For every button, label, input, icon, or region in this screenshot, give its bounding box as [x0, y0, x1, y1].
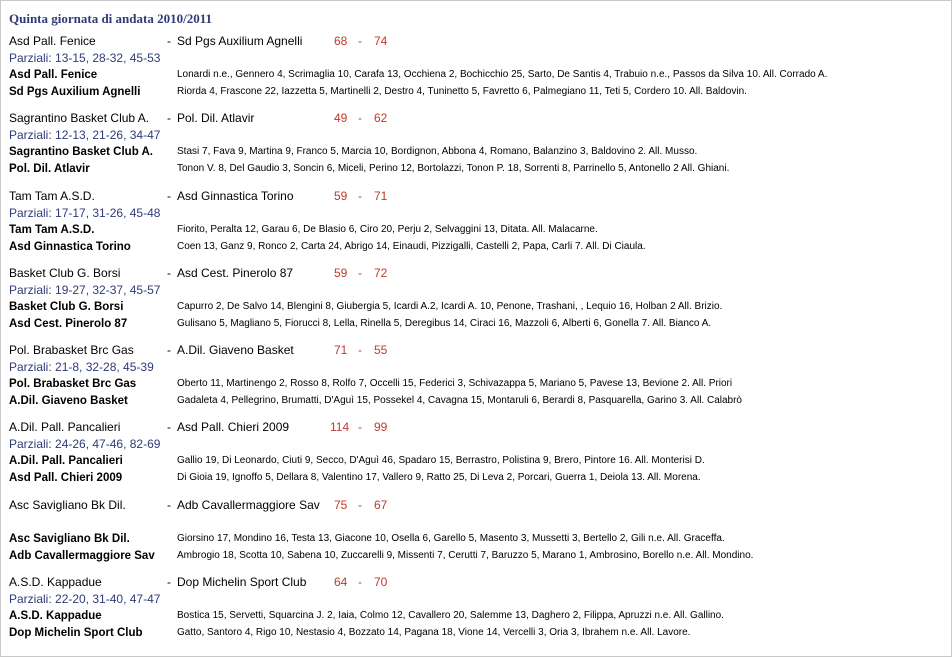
away-team-lineup-name: Asd Pall. Chieri 2009	[9, 472, 123, 484]
away-players: Gadaleta 4, Pellegrino, Brumatti, D'Aguì 15, Possekel 4, Cavagna 15, Montaruli 6, Berardi 8, Pasquarella, Garino 3. All. Calabrò	[177, 395, 742, 406]
home-team: A.Dil. Pall. Pancalieri	[9, 420, 121, 434]
away-team: Sd Pgs Auxilium Agnelli	[177, 34, 303, 48]
away-players: Coen 13, Ganz 9, Ronco 2, Carta 24, Abrigo 14, Einaudi, Pizzigalli, Castelli 2, Papa, Carli 7. All. Di Ciaula.	[177, 241, 646, 252]
home-players: Oberto 11, Martinengo 2, Rosso 8, Rolfo 7, Occelli 15, Federici 3, Schivazappa 5, Mariano 5, Pavese 13, Bevione 2. All. Priori	[177, 378, 733, 389]
partial-scores: Parziali: 19-27, 32-37, 45-57	[9, 283, 161, 297]
score-home: 75	[334, 498, 348, 512]
score-home: 68	[334, 34, 348, 48]
home-team: Pol. Brabasket Brc Gas	[9, 343, 134, 357]
home-team-lineup-name: Tam Tam A.S.D.	[9, 224, 95, 236]
match-4	[1, 266, 951, 344]
score-away: 99	[374, 420, 388, 434]
home-players: Giorsino 17, Mondino 16, Testa 13, Giacone 10, Osella 6, Garello 5, Masento 3, Mussetti 3, Bertello 2, Gili n.e. All. Graceffa.	[177, 533, 725, 544]
score-away: 71	[374, 189, 388, 203]
team-separator: -	[167, 111, 171, 125]
away-team-lineup-name: A.Dil. Giaveno Basket	[9, 395, 128, 407]
away-team-lineup-name: Dop Michelin Sport Club	[9, 627, 143, 639]
score-home: 49	[334, 111, 348, 125]
score-dash: -	[358, 34, 362, 48]
home-team-lineup-name: A.S.D. Kappadue	[9, 610, 102, 622]
home-team: Basket Club G. Borsi	[9, 266, 121, 280]
home-players: Stasi 7, Fava 9, Martina 9, Franco 5, Marcia 10, Bordignon, Abbona 4, Romano, Balanzino 3, Baldovino 2. All. Musso.	[177, 146, 698, 157]
score-dash: -	[358, 575, 362, 589]
away-players: Riorda 4, Frascone 22, Iazzetta 5, Martinelli 2, Destro 4, Tuninetto 5, Favretto 6, Palmegiano 11, Teti 5, Cordero 10. All. Baldovin.	[177, 86, 747, 97]
partial-scores: Parziali: 24-26, 47-46, 82-69	[9, 437, 161, 451]
team-separator: -	[167, 498, 171, 512]
score-away: 70	[374, 575, 388, 589]
home-team: A.S.D. Kappadue	[9, 575, 102, 589]
away-team-lineup-name: Pol. Dil. Atlavir	[9, 163, 90, 175]
away-team: Asd Pall. Chieri 2009	[177, 420, 290, 434]
partial-scores: Parziali: 17-17, 31-26, 45-48	[9, 206, 161, 220]
match-1	[1, 34, 951, 112]
home-team: Asc Savigliano Bk Dil.	[9, 498, 126, 512]
score-away: 67	[374, 498, 388, 512]
home-players: Fiorito, Peralta 12, Garau 6, De Blasio 6, Ciro 20, Perju 2, Selvaggini 13, Ditata. All. Malacarne.	[177, 224, 598, 235]
away-team-lineup-name: Sd Pgs Auxilium Agnelli	[9, 86, 141, 98]
home-team-lineup-name: Asc Savigliano Bk Dil.	[9, 533, 130, 545]
team-separator: -	[167, 189, 171, 203]
away-players: Di Gioia 19, Ignoffo 5, Dellara 8, Valentino 17, Vallero 9, Ratto 25, Di Leva 2, Porcari, Guerra 1, Deiola 13. All. Morena.	[177, 472, 701, 483]
score-dash: -	[358, 266, 362, 280]
score-home: 114	[330, 420, 350, 434]
away-team-lineup-name: Asd Cest. Pinerolo 87	[9, 318, 128, 330]
home-team-lineup-name: Sagrantino Basket Club A.	[9, 146, 153, 158]
team-separator: -	[167, 266, 171, 280]
score-home: 64	[334, 575, 348, 589]
home-team-lineup-name: Basket Club G. Borsi	[9, 301, 124, 313]
score-away: 74	[374, 34, 388, 48]
team-separator: -	[167, 34, 171, 48]
match-8	[1, 575, 951, 653]
home-players: Bostica 15, Servetti, Squarcina J. 2, Iaia, Colmo 12, Cavallero 20, Salemme 13, Daghero 2, Filippa, Apruzzi n.e. All. Gallino.	[177, 610, 724, 621]
home-players: Capurro 2, De Salvo 14, Blengini 8, Giubergia 5, Icardi A.2, Icardi A. 10, Penone, Trashani, , Lequio 16, Holban 2 All. Brizio.	[177, 301, 723, 312]
match-3	[1, 189, 951, 267]
score-home: 59	[334, 266, 348, 280]
away-players: Tonon V. 8, Del Gaudio 3, Soncin 6, Miceli, Perino 12, Bortolazzi, Tonon P. 18, Sorrenti 8, Parrinello 5, Antonello 2 All. Ghiani.	[177, 163, 730, 174]
away-players: Gulisano 5, Magliano 5, Fiorucci 8, Lella, Rinella 5, Deregibus 14, Ciraci 16, Mazzoli 6, Alberti 6, Gonella 7. All. Bianco A.	[177, 318, 712, 329]
score-home: 59	[334, 189, 348, 203]
away-players: Gatto, Santoro 4, Rigo 10, Nestasio 4, Bozzato 14, Pagana 18, Vione 14, Vercelli 3, Oria 3, Ibrahem n.e. All. Lavore.	[177, 627, 691, 638]
away-team: Asd Cest. Pinerolo 87	[177, 266, 294, 280]
score-home: 71	[334, 343, 348, 357]
score-dash: -	[358, 189, 362, 203]
home-team: Asd Pall. Fenice	[9, 34, 96, 48]
away-team: Pol. Dil. Atlavir	[177, 111, 255, 125]
score-away: 62	[374, 111, 388, 125]
away-team: Asd Ginnastica Torino	[177, 189, 294, 203]
team-separator: -	[167, 343, 171, 357]
partial-scores: Parziali: 22-20, 31-40, 47-47	[9, 592, 161, 606]
home-team-lineup-name: Asd Pall. Fenice	[9, 69, 98, 81]
score-away: 55	[374, 343, 388, 357]
team-separator: -	[167, 420, 171, 434]
away-players: Ambrogio 18, Scotta 10, Sabena 10, Zuccarelli 9, Missenti 7, Cerutti 7, Baruzzo 5, Marano 1, Ambrosino, Borello n.e. All. Mondino.	[177, 550, 754, 561]
match-7	[1, 498, 951, 576]
match-2	[1, 111, 951, 189]
home-players: Gallio 19, Di Leonardo, Ciuti 9, Secco, D'Aguì 46, Spadaro 15, Berrastro, Polistina 9, Brero, Pintore 16. All. Monterisi D.	[177, 455, 705, 466]
score-dash: -	[358, 498, 362, 512]
away-team-lineup-name: Adb Cavallermaggiore Sav	[9, 550, 155, 562]
score-away: 72	[374, 266, 388, 280]
match-6	[1, 420, 951, 498]
score-dash: -	[358, 343, 362, 357]
away-team: Adb Cavallermaggiore Sav	[177, 498, 320, 512]
page-title: Quinta giornata di andata 2010/2011	[9, 11, 212, 26]
match-5	[1, 343, 951, 421]
home-team: Tam Tam A.S.D.	[9, 189, 95, 203]
team-separator: -	[167, 575, 171, 589]
score-dash: -	[358, 420, 362, 434]
away-team: A.Dil. Giaveno Basket	[177, 343, 294, 357]
home-team: Sagrantino Basket Club A.	[9, 111, 150, 125]
home-team-lineup-name: Pol. Brabasket Brc Gas	[9, 378, 137, 390]
score-dash: -	[358, 111, 362, 125]
partial-scores: Parziali: 21-8, 32-28, 45-39	[9, 360, 154, 374]
away-team-lineup-name: Asd Ginnastica Torino	[9, 241, 131, 253]
partial-scores: Parziali: 12-13, 21-26, 34-47	[9, 128, 161, 142]
home-players: Lonardi n.e., Gennero 4, Scrimaglia 10, Carafa 13, Occhiena 2, Bochicchio 25, Sarto, De Santis 4, Trabuio n.e., Passos da Silva 10. All. Corrado A.	[177, 69, 828, 80]
home-team-lineup-name: A.Dil. Pall. Pancalieri	[9, 455, 123, 467]
partial-scores: Parziali: 13-15, 28-32, 45-53	[9, 51, 161, 65]
away-team: Dop Michelin Sport Club	[177, 575, 307, 589]
